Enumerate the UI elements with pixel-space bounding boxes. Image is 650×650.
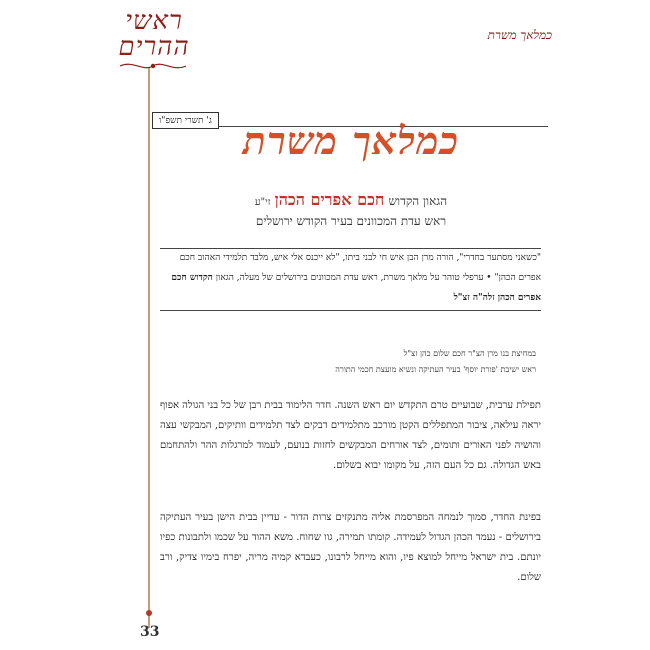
subtitle-name: חכם אפרים הכהן bbox=[274, 190, 385, 209]
publication-logo bbox=[112, 8, 196, 60]
quote-bold-end: הקדוש חכם אפרים הכהן זלה"ה זצ"ל bbox=[171, 273, 541, 303]
article-subtitle-2: ראש עדת המכוונים בעיר הקודש ירושלים bbox=[255, 214, 447, 228]
quote-text: "כשאני מסתער בחדרי", הורה מרן הבן איש חי לבני ביתו, "לא ייכנס אלי איש, מלבד תלמידי האהוב חכם אפרים הכהן" • ערפלי טוהר על מלאך משרת, ראש עדת המכוונים בירושלים של מעלה, הגאון bbox=[179, 253, 541, 283]
credits-line-1: במחיצת בנו מרן הצ"ר חכם שלום כהן זצ"ל bbox=[403, 349, 536, 358]
body-paragraph-1: תפילת ערבית, שבועיים טרם התקדש יום ראש השנה. חדר הלימוד בבית רבן של כל בני הגולה אפוף יראה עילאה, ציבור המתפללים הקטן מורכב מתלמידים דבקים לצד תלמידים וותיקים, המבקשי עצה והושיה לפני האורים ותומים, לצד אורחים המבקשים לחזות בנועם, לעמוד למרגלות ההר ולהתחמם באש הגדולה. גם כל העם הזה, על מקומו יבוא בשלום. bbox=[160, 400, 541, 471]
page-number: 33 bbox=[140, 624, 160, 640]
pull-quote bbox=[160, 248, 541, 311]
article-title: כמלאך משרת bbox=[242, 118, 460, 163]
subtitle-suffix: זי"ע bbox=[254, 197, 271, 208]
body-paragraph-2: בפינת החדר, סמוך לנמחה המפרסמת אליה מתנקזים צרות הדור - עדיין בבית הישן בעיר העתיקה בירושלים - נעמד הכהן הגדול לעמידה. קומתו תמירה, גוו שחוח. משא ההוד על שכמו ולתבונות כפיו יונתם. בית ישראל מייחל למוצא פיו, והוא מייחל לרבונו, כעבדא קמיה מריה, יפרח בימיו צדיק, ורב שלום. bbox=[160, 512, 541, 583]
logo-line-1: ראשי bbox=[125, 6, 183, 36]
logo-line-2: ההרים bbox=[118, 32, 190, 62]
subtitle-prefix: הגאון הקדוש bbox=[388, 194, 448, 208]
author-credits bbox=[184, 346, 536, 378]
article-subtitle bbox=[150, 190, 552, 210]
credits-line-2: ראש ישיבת 'פורת יוסף' בעיר העתיקה ונשיא מועצת חכמי התורה bbox=[335, 365, 536, 374]
rule-end-dot bbox=[146, 610, 152, 616]
ornament-swirl-icon bbox=[118, 58, 188, 74]
running-header: כמלאך משרת bbox=[487, 28, 552, 42]
date-label: ג' תשרי תשפ"ו bbox=[152, 112, 219, 129]
